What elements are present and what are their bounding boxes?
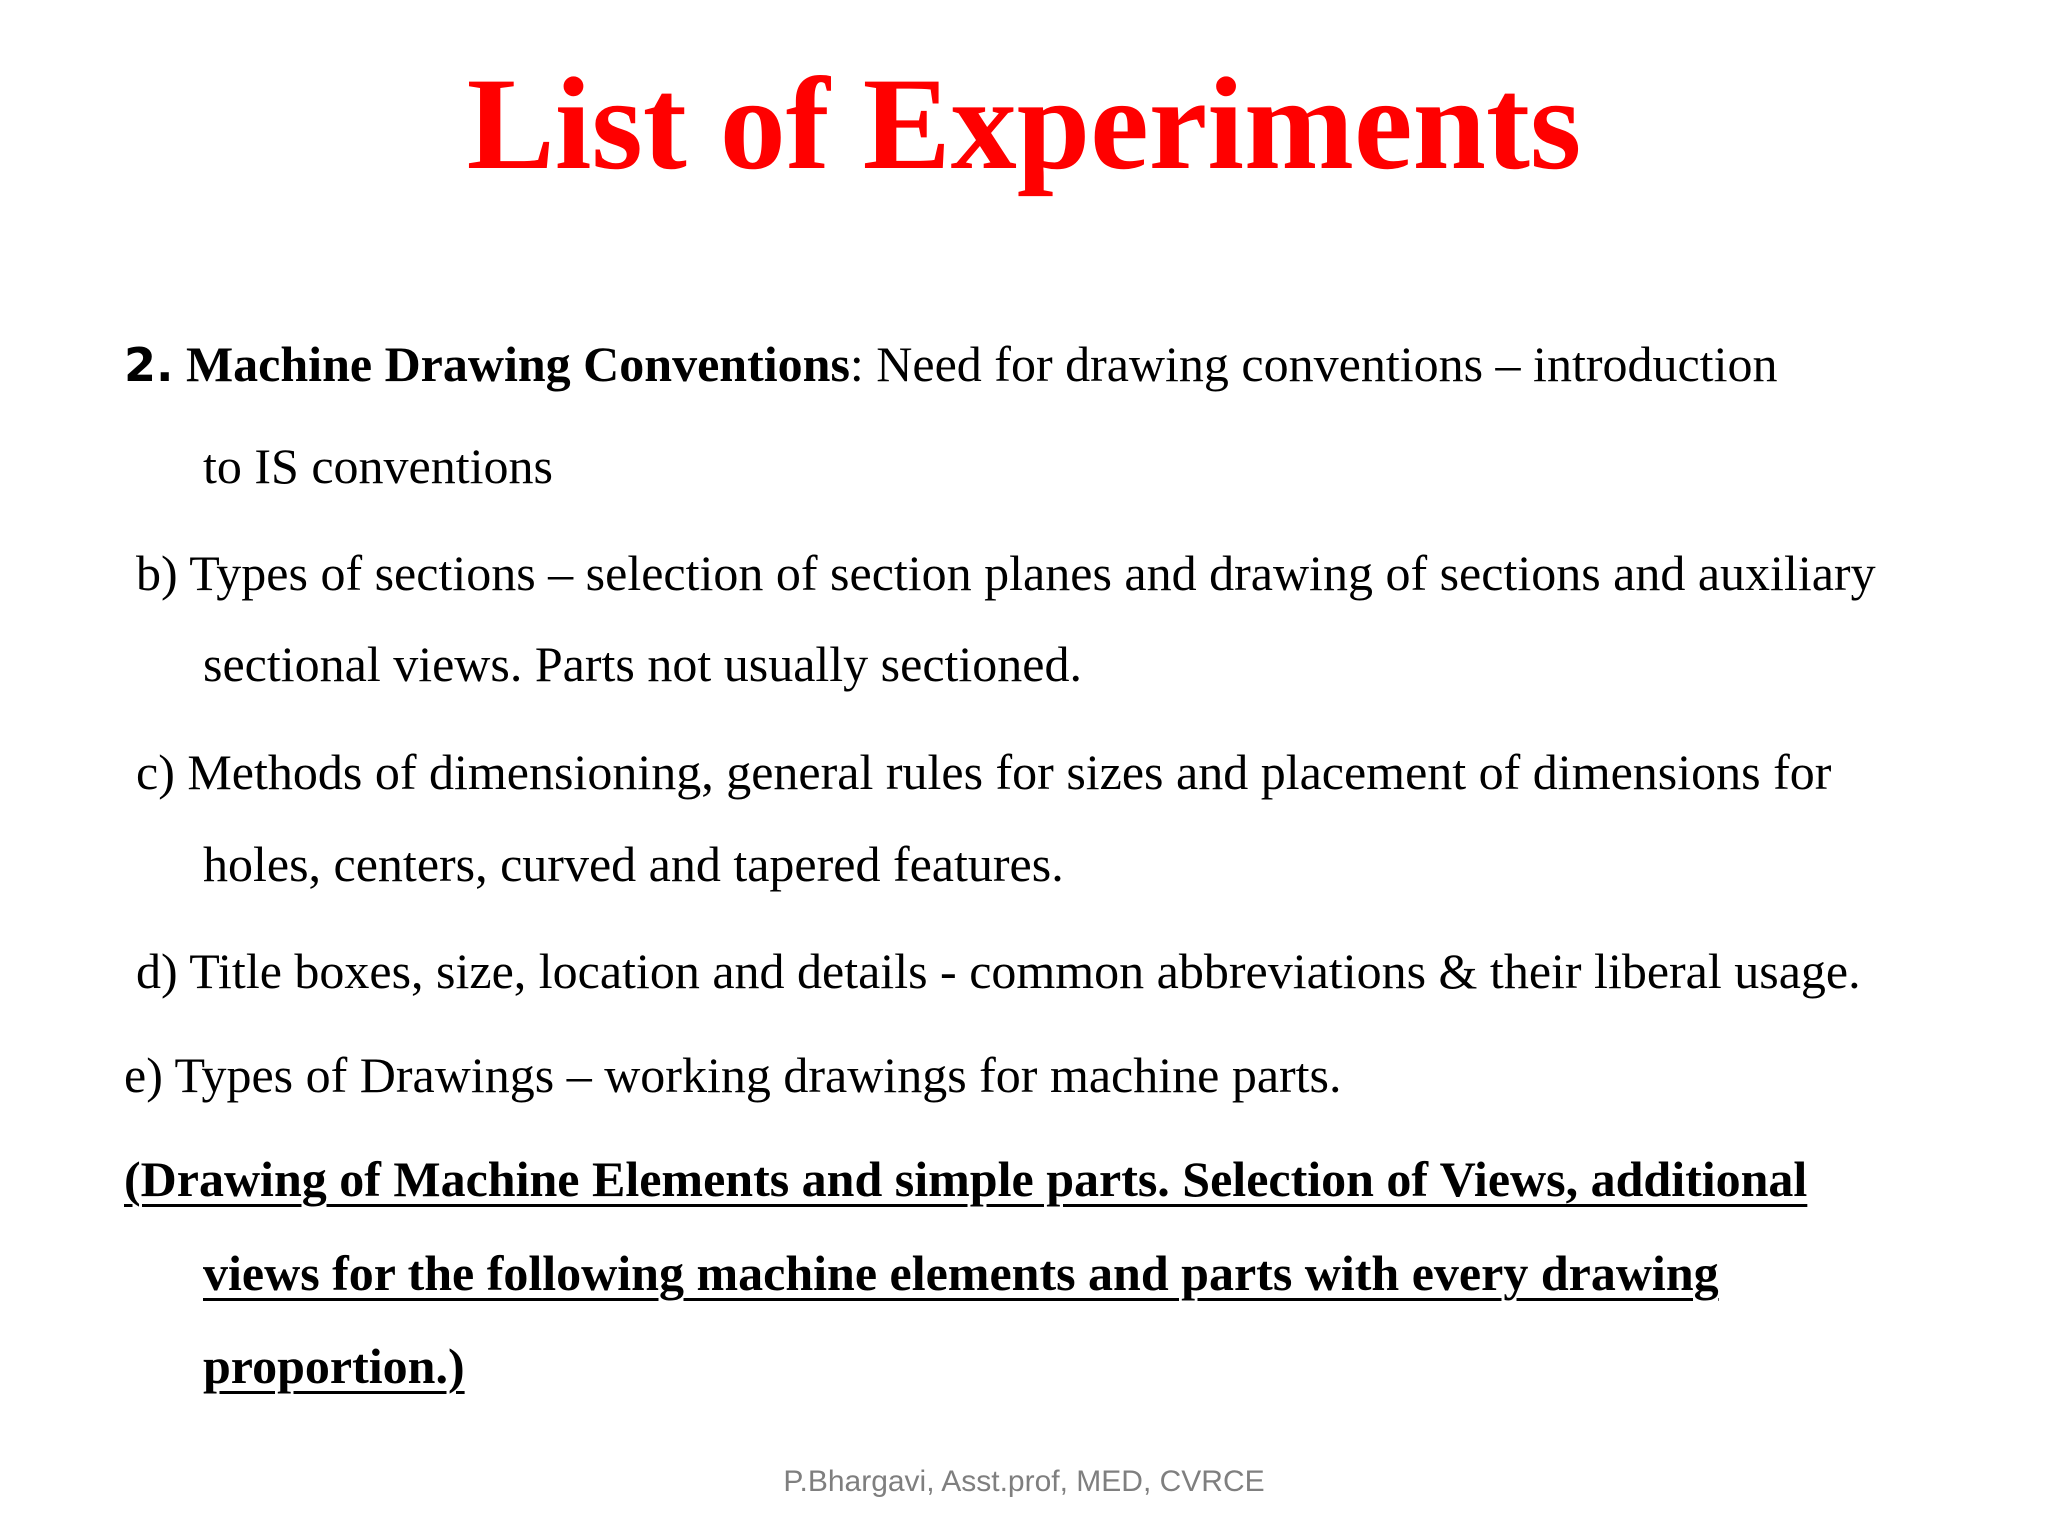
item-c-line-1: c) Methods of dimensioning, general rules for sizes and placement of dimensions for (136, 744, 1832, 800)
item-e-line-1: e) Types of Drawings – working drawings for machine parts. (124, 1047, 1342, 1103)
item-b-line-2: sectional views. Parts not usually sectioned. (203, 636, 1083, 692)
item-2-heading: Machine Drawing Conventions (185, 336, 850, 392)
item-2-text: : Need for drawing conventions – introduction (849, 336, 1778, 392)
item-2-number: 2. (124, 338, 174, 392)
footer-credit: P.Bhargavi, Asst.prof, MED, CVRCE (783, 1465, 1265, 1498)
item-b-line-1: b) Types of sections – selection of section planes and drawing of sections and auxiliary (136, 545, 1876, 601)
slide-title: List of Experiments (466, 50, 1582, 197)
item-2-line-1 (124, 334, 1777, 395)
item-c-line-2: holes, centers, curved and tapered features. (203, 836, 1064, 892)
item-d-line-1: d) Title boxes, size, location and details - common abbreviations & their liberal usage. (136, 943, 1861, 999)
note-line-3: proportion.) (203, 1338, 465, 1394)
note-line-1: (Drawing of Machine Elements and simple parts. Selection of Views, additional (124, 1151, 1808, 1207)
item-2-line-2: to IS conventions (203, 438, 553, 494)
note-line-2: views for the following machine elements and parts with every drawing (203, 1245, 1719, 1301)
